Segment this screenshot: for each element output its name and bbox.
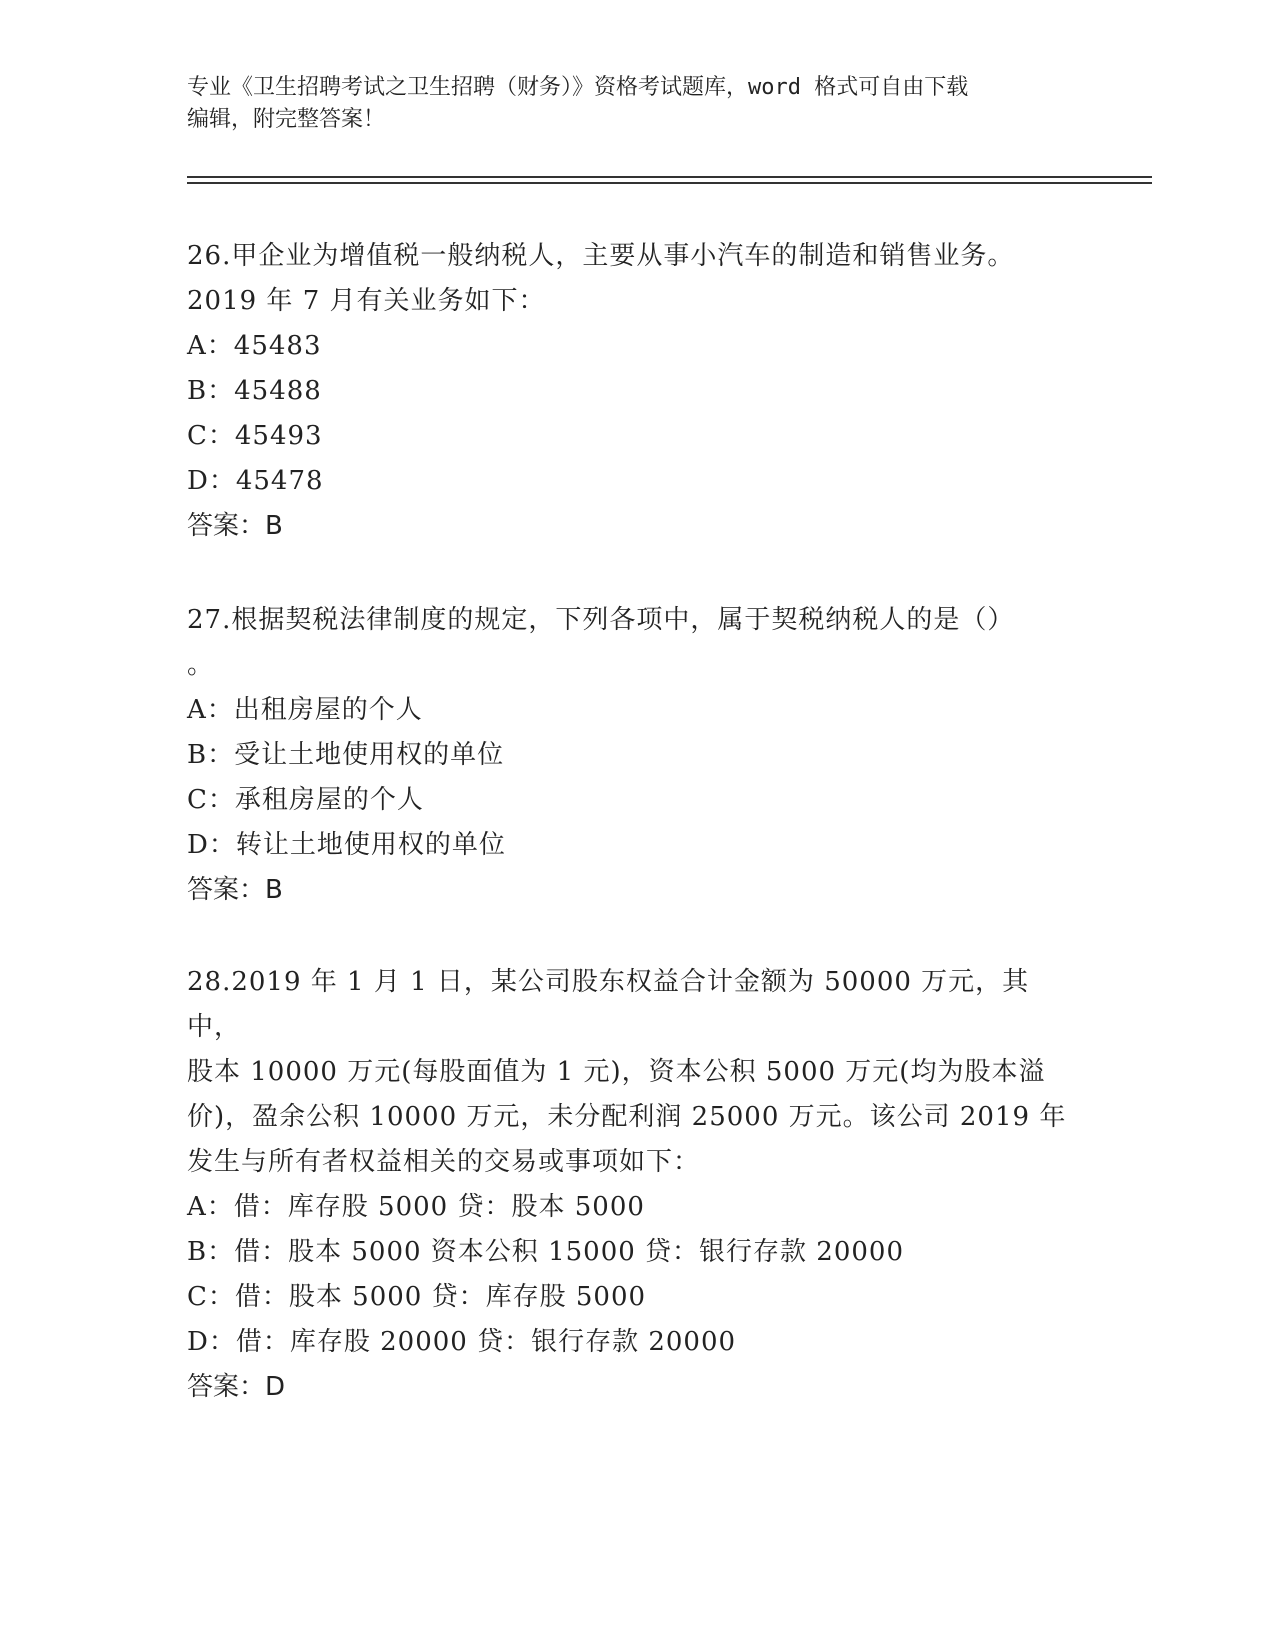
option-a: A：借：库存股 5000 贷：股本 5000	[187, 1192, 645, 1222]
question-stem-line: 26.甲企业为增值税一般纳税人，主要从事小汽车的制造和销售业务。	[187, 241, 1015, 271]
option-b: B：45488	[187, 376, 322, 406]
option-d: D：45478	[187, 466, 324, 496]
answer-line: 答案：B	[187, 511, 283, 541]
question-26	[187, 234, 1067, 549]
answer-line: 答案：D	[187, 1372, 286, 1402]
header-divider-bottom	[187, 182, 1152, 184]
option-d: D：转让土地使用权的单位	[187, 830, 506, 860]
option-b: B：受让土地使用权的单位	[187, 740, 505, 770]
option-b: B：借：股本 5000 资本公积 15000 贷：银行存款 20000	[187, 1237, 905, 1267]
header-line-1: 专业《卫生招聘考试之卫生招聘（财务）》资格考试题库，word 格式可自由下载	[187, 75, 969, 100]
header-divider-top	[187, 176, 1152, 178]
option-c: C：借：股本 5000 贷：库存股 5000	[187, 1282, 647, 1312]
option-d: D：借：库存股 20000 贷：银行存款 20000	[187, 1327, 737, 1357]
question-stem-line: 2019 年 7 月有关业务如下：	[187, 286, 546, 316]
option-a: A：出租房屋的个人	[187, 695, 423, 725]
question-stem-line: 价)，盈余公积 10000 万元，未分配利润 25000 万元。该公司 2019 年	[187, 1102, 1067, 1132]
document-header	[187, 72, 1067, 136]
header-line-2: 编辑，附完整答案！	[187, 107, 386, 132]
question-27	[187, 598, 1067, 913]
answer-line: 答案：B	[187, 875, 283, 905]
question-stem-line: 27.根据契税法律制度的规定，下列各项中，属于契税纳税人的是（）	[187, 605, 1015, 635]
question-stem-line: 发生与所有者权益相关的交易或事项如下：	[187, 1147, 701, 1177]
question-stem-line: 28.2019 年 1 月 1 日，某公司股东权益合计金额为 50000 万元，其中，	[187, 967, 1030, 1042]
question-stem-line: 。	[187, 650, 215, 680]
question-28	[187, 960, 1067, 1410]
option-a: A：45483	[187, 331, 322, 361]
option-c: C：承租房屋的个人	[187, 785, 424, 815]
option-c: C：45493	[187, 421, 323, 451]
question-stem-line: 股本 10000 万元(每股面值为 1 元)，资本公积 5000 万元(均为股本溢	[187, 1057, 1046, 1087]
